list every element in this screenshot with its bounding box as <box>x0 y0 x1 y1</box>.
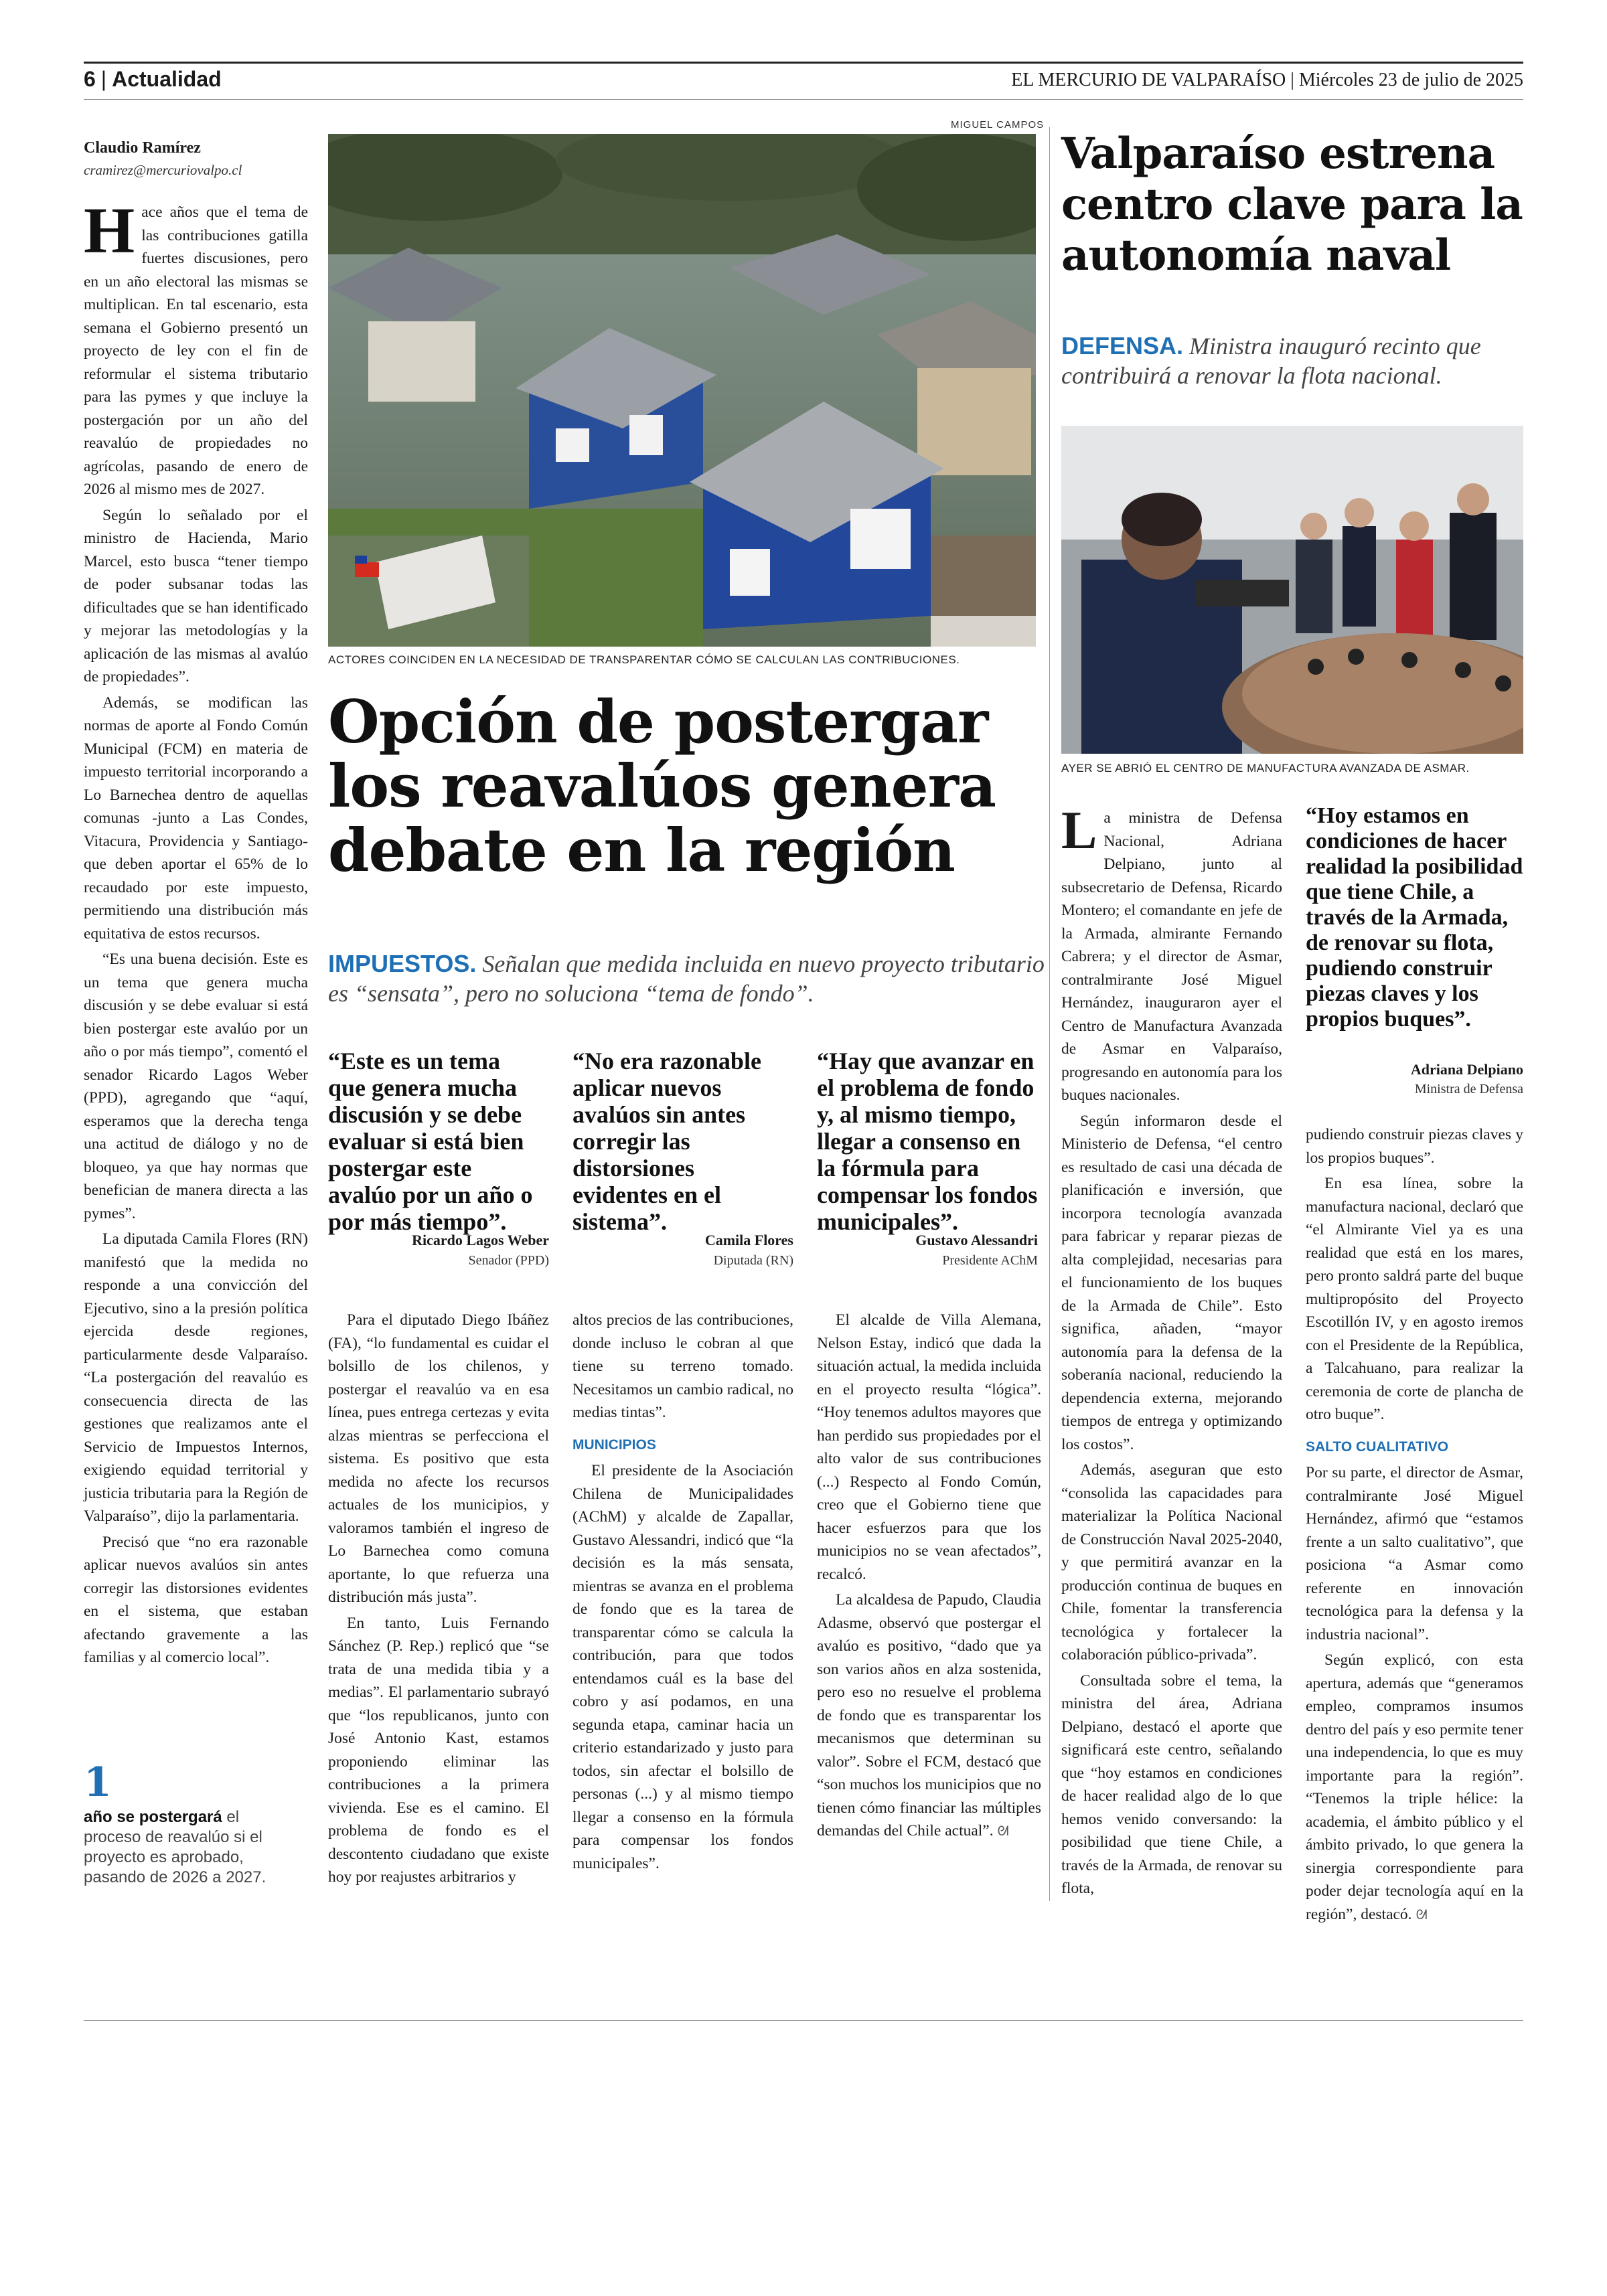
header-top-rule <box>84 62 1523 64</box>
main-article-column-2 <box>572 1309 793 1878</box>
dropcap: H <box>84 195 135 267</box>
photo-credit: MIGUEL CAMPOS <box>951 119 1045 131</box>
header-separator: | <box>100 67 107 91</box>
story-divider <box>1049 127 1050 1901</box>
author-name: Claudio Ramírez <box>84 139 201 157</box>
paragraph: En tanto, Luis Fernando Sánchez (P. Rep.) replicó que “se trata de una medida tibia y a medias”. El parlamentario subrayó que “los republicanos, junto con José Antonio Kast, estamos proponiendo eliminar las contribuciones a la primera vivienda. Ese es el camino. El problema de fondo es el descontento ciudadano que existe hoy por reajustes arbitrarios y <box>328 1614 549 1886</box>
quote-role: Presidente AChM <box>942 1253 1038 1268</box>
asmar-photo-caption: AYER SE ABRIÓ EL CENTRO DE MANUFACTURA AVANZADA DE ASMAR. <box>1061 762 1470 774</box>
paragraph: Además, se modifican las normas de aporte al Fondo Común Municipal (FCM) en materia de impuesto territorial incorporando a Lo Barnechea dentro de aquellas comunas -junto a Las Condes, Vitacura, Providencia y Santiago- que deben aportar el 65% de lo recaudado por este impuesto, permitiendo una distribución más equitativa de estos recursos. <box>84 693 308 942</box>
paragraph: Según lo señalado por el ministro de Hacienda, Mario Marcel, esto busca “tener tiempo de poder subsanar todas las dificultades que se han identificado y mejorar las metodologías y la aplicación de las mismas al avalúo de propiedades”. <box>84 506 308 685</box>
quote-author: Ricardo Lagos Weber <box>412 1232 549 1248</box>
paragraph: Precisó que “no era razonable aplicar nuevos avalúos sin antes corregir las distorsiones evidentes en el sistema, que estaban afectando gravemente a las familias y al comercio local”. <box>84 1533 308 1666</box>
right-article-column-1 <box>1061 801 1282 1903</box>
paragraph: El presidente de la Asociación Chilena de Municipalidades (AChM) y alcalde de Zapallar, Gustavo Alessandri, indicó que “la decisión es la más sensata, mientras se avanza en el problema de fondo que es la tarea de transparentar cómo se calcula la contribución, para que todos entendamos cuál es la base del cobro y así podamos, en una segunda etapa, caminar hacia un criterio estandarizado y justo para todos, sin afectar el bolsillo de personas (...) y al mismo tiempo llegar a consenso en la fórmula para compensar los fondos municipales”. <box>572 1462 793 1872</box>
paragraph: Para el diputado Diego Ibáñez (FA), “lo fundamental es cuidar el bolsillo de los chilenos, y postergar el reavalúo va en esa línea, pues entrega certezas y evita alzas mientras se perfecciona el sistema. Es positivo que esta medida no afecte los recursos actuales de los municipios, y valoramos también el ingreso de Lo Barnechea como comuna aportante, lo que refuerza una distribución más justa”. <box>328 1311 549 1606</box>
paragraph: En esa línea, sobre la manufactura nacional, declaró que “el Almirante Viel ya es una realidad que está en los mares, pero pronto saldrá parte del buque multipropósito del Proyecto Escotillón IV, y en agosto iremos con el Presidente de la República, a Talcahuano, para realizar la ceremonia de corte de plancha de otro buque”. <box>1306 1175 1523 1423</box>
paragraph: “Es una buena decisión. Este es un tema que genera mucha discusión y se debe evaluar si está bien postergar este avalúo por un año o por más tiempo”, comentó el senador Ricardo Lagos Weber (PPD), agregando que “aquí, esperamos que la derecha tenga una actitud de diálogo y no de bloqueo, ya que hay normas que benefician de manera directa a las pymes”. <box>84 951 308 1222</box>
paragraph: Según informaron desde el Ministerio de Defensa, “el centro es resultado de casi una década de planificación e inversión, que incorpora tecnología avanzada para fabricar y reparar piezas de alta complejidad, necesarias para el funcionamiento de los buques de la Armada de Chile”. Esto significa, añaden, “mayor autonomía para la defensa de la soberanía nacional, reduciendo la dependencia externa, mejorando tiempos de entrega y optimizando los costos”. <box>1061 1112 1282 1453</box>
paragraph: Según explicó, con esta apertura, además que “generamos empleo, compramos insumos dentro del país y eso permite tener una independencia, lo que es muy importante para la región”. “Tenemos la triple hélice: la academia, el ámbito público y el ámbito privado, lo que genera la sinergia correspondiente para poder dejar tecnología aquí en la región”, destacó. ᘛ <box>1306 1651 1523 1923</box>
subhead-salto-cualitativo: SALTO CUALITATIVO <box>1306 1439 1449 1455</box>
right-article-column-2 <box>1306 1123 1523 1929</box>
asmar-photo-image <box>1061 426 1523 754</box>
left-article-body <box>84 195 308 1672</box>
quote-author: Gustavo Alessandri <box>915 1232 1038 1248</box>
paragraph: Por su parte, el director de Asmar, contralmirante José Miguel Hernández, afirmó que “estamos frente a un salto cualitativo”, que posiciona “a Asmar como referente en innovación tecnológica para la defensa y la industria nacional”. <box>1306 1464 1523 1643</box>
paragraph: La diputada Camila Flores (RN) manifestó que la medida no responde a una convicción del Ejecutivo, sino a la presión política ejercida desde regiones, particularmente desde Valparaíso. “La postergación del reavalúo es consecuencia directa de las gestiones que realizamos ante el Servicio de Impuestos Internos, exigiendo equidad territorial y justicia tributaria para la Región de Valparaíso”, dijo la parlamentaria. <box>84 1230 308 1525</box>
paragraph: El alcalde de Villa Alemana, Nelson Estay, indicó que dada la situación actual, la medida incluida en el proyecto resulta “lógica”. “Hoy tenemos adultos mayores que han perdido sus propiedades por el alto valor de sus contribuciones (...) Respecto al Fondo Común, creo que el Gobierno tiene que hacer esfuerzos para que los municipios no se vean afectados”, recalcó. <box>817 1311 1041 1583</box>
stat-text: año se postergará el proceso de reavalúo si el proyecto es aprobado, pasando de 2026 a 2027. <box>84 1808 266 1886</box>
header-bottom-rule <box>84 99 1523 100</box>
houses-photo <box>328 134 1036 647</box>
page-number: 6 <box>84 67 96 91</box>
main-deck: IMPUESTOS. Señalan que medida incluida en nuevo proyecto tributario es “sensata”, pero no soluciona “tema de fondo”. <box>328 950 1045 1007</box>
quote-author: Camila Flores <box>704 1232 793 1248</box>
quote-author: Adriana Delpiano <box>1410 1061 1523 1078</box>
newspaper-name: EL MERCURIO DE VALPARAÍSO <box>1011 70 1286 90</box>
page-section-label <box>84 67 222 92</box>
lead-paragraph: La ministra de Defensa Nacional, Adriana Delpiano, junto al subsecretario de Defensa, Ricardo Montero; el comandante en jefe de la Armada, almirante Fernando Cabrera; y el director de Asmar, contralmirante José Miguel Hernández, inauguraron ayer el Centro de Manufactura Avanzada de Asmar en Valparaíso, progresando en autonomía para los buques nacionales. <box>1061 801 1282 1104</box>
quote-role: Senador (PPD) <box>468 1253 549 1268</box>
quote-role: Diputada (RN) <box>713 1253 793 1268</box>
pull-quote: “No era razonable aplicar nuevos avalúos sin antes corregir las distorsiones evidentes en el sistema”. <box>572 1048 761 1235</box>
masthead-info: EL MERCURIO DE VALPARAÍSO | Miércoles 23 de julio de 2025 <box>1011 70 1523 90</box>
main-kicker: IMPUESTOS. <box>328 950 477 977</box>
paragraph: Además, aseguran que esto “consolida las capacidades para materializar la Política Nacional de Construcción Naval 2025-2040, y que permitirá avanzar en la producción continua de buques en Chile, fomentar la transferencia tecnológica y fortalecer la colaboración público-privada”. <box>1061 1461 1282 1663</box>
right-kicker: DEFENSA. <box>1061 332 1184 359</box>
main-article-column-1 <box>328 1309 549 1892</box>
paragraph: pudiendo construir piezas claves y los propios buques”. <box>1306 1126 1523 1167</box>
footer-rule <box>84 2020 1523 2021</box>
quote-role: Ministra de Defensa <box>1414 1082 1523 1096</box>
issue-date: Miércoles 23 de julio de 2025 <box>1298 70 1523 90</box>
houses-photo-caption: ACTORES COINCIDEN EN LA NECESIDAD DE TRANSPARENTAR CÓMO SE CALCULAN LAS CONTRIBUCIONES. <box>328 653 960 666</box>
dropcap: L <box>1061 801 1097 860</box>
asmar-photo <box>1061 426 1523 754</box>
pull-quote: “Este es un tema que genera mucha discusión y se debe evaluar si está bien postergar este avalúo por un año o por más tiempo”. <box>328 1048 533 1235</box>
paragraph: La alcaldesa de Papudo, Claudia Adasme, observó que postergar el avalúo es positivo, “dado que ya son varios años en alza sostenida, pero eso no resuelve el problema de fondo que es transparentar los mecanismos que determinan su valor”. Sobre el FCM, destacó que “son muchos los municipios que no tienen cómo financiar las múltiples demandas del Chile actual”. ᘛ <box>817 1591 1041 1839</box>
right-deck: DEFENSA. Ministra inauguró recinto que contribuirá a renovar la flota nacional. <box>1061 332 1481 389</box>
paragraph: Consultada sobre el tema, la ministra del área, Adriana Delpiano, destacó el aporte que significará este centro, señalando que “hoy estamos en condiciones de hacer realidad algo de lo que hemos venido conversando: la posibilidad que tiene Chile, a través de la Armada, de renovar su flota, <box>1061 1671 1282 1897</box>
end-mark-icon: ᘛ <box>1415 1906 1428 1922</box>
paragraph: altos precios de las contribuciones, donde incluso le cobran al que tiene su terreno tomado. Necesitamos un cambio radical, no medias tintas”. <box>572 1311 793 1421</box>
section-name: Actualidad <box>112 67 222 91</box>
pull-quote: “Hay que avanzar en el problema de fondo y, al mismo tiempo, llegar a consenso en la fórmula para compensar los fondos municipales”. <box>817 1048 1038 1235</box>
lead-paragraph: Hace años que el tema de las contribuciones gatilla fuertes discusiones, pero en un año electoral las mismas se multiplican. En tal escenario, esta semana el Gobierno presentó un proyecto de ley con el fin de reformular el sistema tributario para las pymes y que incluye la postergación por un año del reavalúo de propiedades no agrícolas, pasando de enero de 2026 al mismo mes de 2027. <box>84 195 308 498</box>
author-email[interactable]: cramirez@mercuriovalpo.cl <box>84 162 242 178</box>
subhead-municipios: MUNICIPIOS <box>572 1437 656 1453</box>
right-headline: Valparaíso estrena centro clave para la autonomía naval <box>1061 129 1523 280</box>
main-article-column-3 <box>817 1309 1041 1846</box>
stat-number: 1 <box>84 1759 112 1806</box>
end-mark-icon: ᘛ <box>997 1823 1009 1839</box>
houses-photo-image <box>328 134 1036 647</box>
right-pull-quote: “Hoy estamos en condiciones de hacer realidad la posibilidad que tiene Chile, a través de la Armada, de renovar su flota, pudiendo construir piezas claves y los propios buques”. <box>1306 803 1523 1032</box>
main-headline: Opción de postergar los reavalúos genera debate en la región <box>328 687 996 885</box>
